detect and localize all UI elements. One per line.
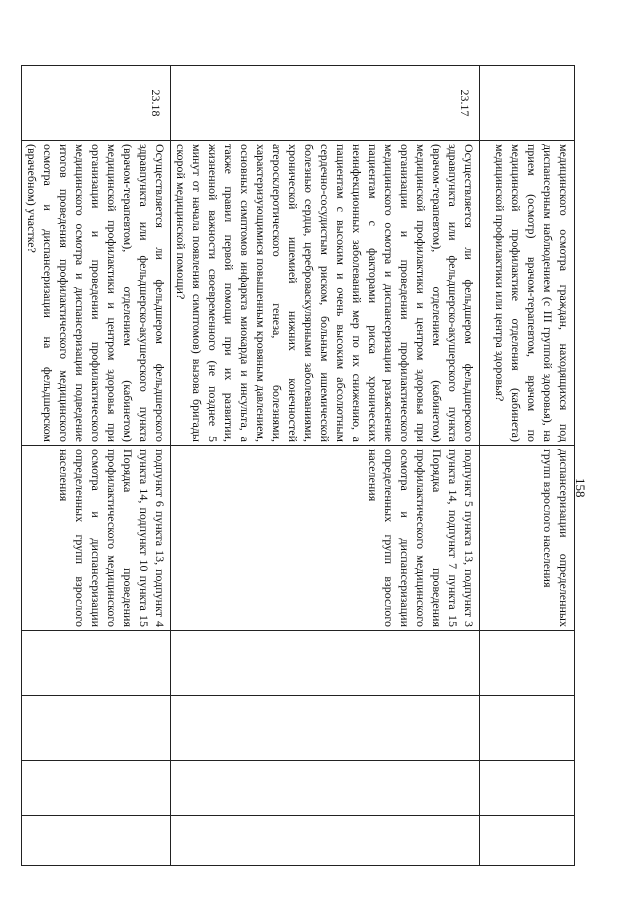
answer-cell xyxy=(480,761,575,816)
row-number: 23.17 xyxy=(171,66,480,141)
checklist-table-rotated xyxy=(25,65,575,865)
answer-cell xyxy=(22,761,171,816)
notes-cell xyxy=(22,816,171,866)
reference-text: диспансеризации определенных групп взрослого населения xyxy=(480,446,575,631)
answer-cell xyxy=(171,631,480,696)
table-row xyxy=(480,66,575,866)
checklist-table xyxy=(21,65,575,866)
question-text: Осуществляется ли фельдшером фельдшерского здравпункта или фельдшерско-акушерского пункта (врачом-терапевтом), отделением (кабинетом) медицинской профилактики и центром здоровья при организации и проведении профилактического медицинского осмотра и диспансеризации подведение итогов проведения профилактического медицинского осмотра и диспансеризации на фельдшерском (врачебном) участке? xyxy=(22,141,171,446)
table-row xyxy=(22,66,171,866)
answer-cell xyxy=(171,696,480,761)
notes-cell xyxy=(171,816,480,866)
notes-cell xyxy=(480,816,575,866)
answer-cell xyxy=(22,696,171,761)
row-number xyxy=(480,66,575,141)
reference-text: подпункт 6 пункта 13, подпункт 4 пункта 14, подпункт 10 пункта 15 Порядка проведения профилактического медицинского осмотра и диспансеризации определенных групп взрослого населения xyxy=(22,446,171,631)
answer-cell xyxy=(22,631,171,696)
question-text: медицинского осмотра граждан, находящихся под диспансерным наблюдением (с III группой здоровья), на прием (осмотр) врачом-терапевтом, врачом по медицинской профилактике отделения (кабинета) медицинской профилактики или центра здоровья? xyxy=(480,141,575,446)
page-number: 158 xyxy=(573,478,588,498)
answer-cell xyxy=(171,761,480,816)
row-number: 23.18 xyxy=(22,66,171,141)
reference-text: подпункт 5 пункта 13, подпункт 3 пункта 14, подпункт 7 пункта 15 Порядка проведения профилактического медицинского осмотра и диспансеризации определенных групп взрослого населения xyxy=(171,446,480,631)
answer-cell xyxy=(480,631,575,696)
answer-cell xyxy=(480,696,575,761)
table-row xyxy=(171,66,480,866)
question-text: Осуществляется ли фельдшером фельдшерского здравпункта или фельдшерско-акушерского пункта (врачом-терапевтом), отделением (кабинетом) медицинской профилактики и центром здоровья при организации и проведении профилактического медицинского осмотра и диспансеризации разъяснение пациентам с факторами риска хронических неинфекционных заболеваний мер по их снижению, а пациентам с высоким и очень высоким абсолютным сердечно-сосудистым риском, больным ишемической болезнью сердца, цереброваскулярными заболеваниями, хронической ишемией нижних конечностей атеросклеротического генеза, болезнями, характеризующимися повышенным кровяным давлением, основных симптомов инфаркта миокарда и инсульта, а также правил первой помощи при их развитии, жизненной важности своевременного (не позднее 5 минут от начала появления симптомов) вызова бригады скорой медицинской помощи? xyxy=(171,141,480,446)
